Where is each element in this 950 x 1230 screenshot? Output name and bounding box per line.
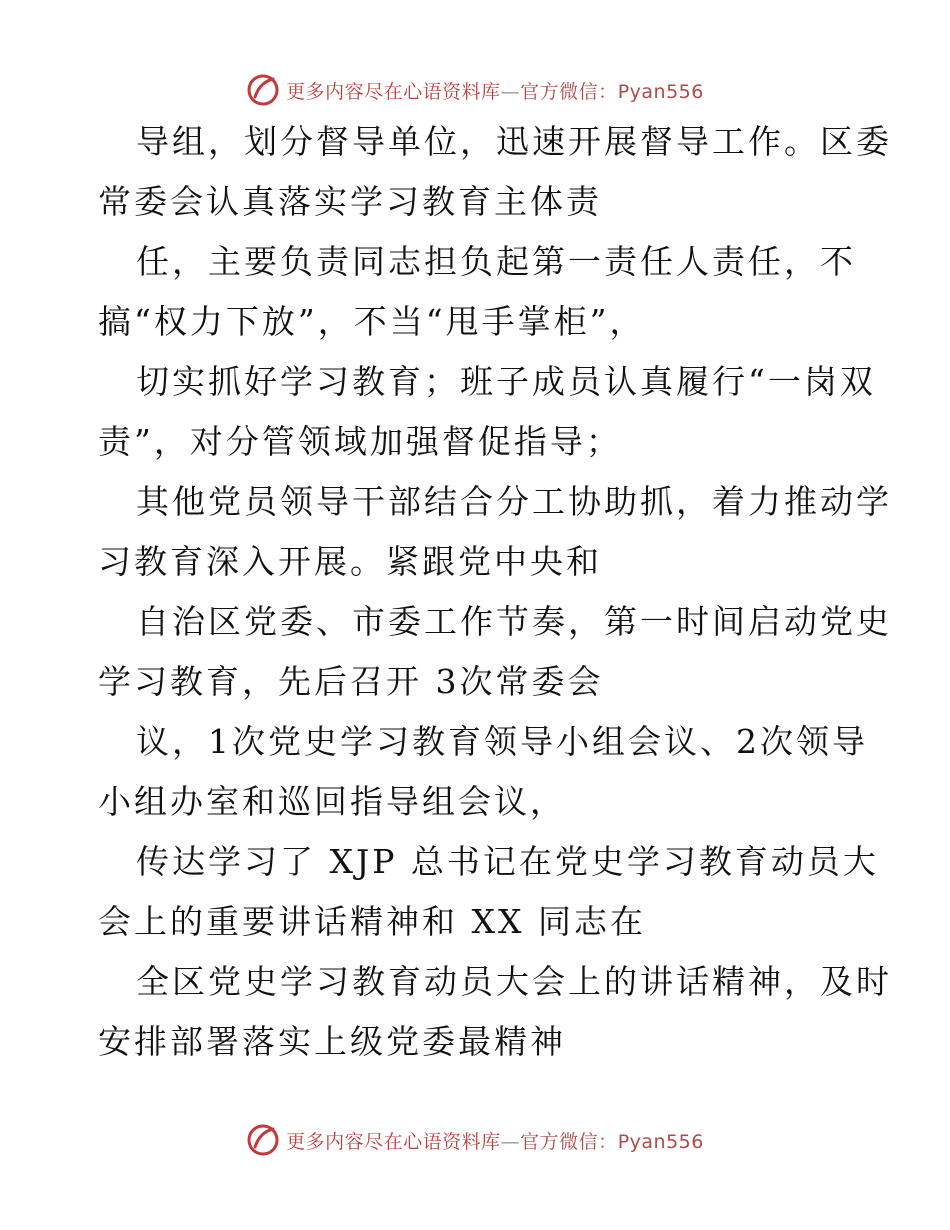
body-line: 切实抓好学习教育；班子成员认真履行“一岗双 bbox=[136, 362, 876, 401]
body-line: 议，1次党史学习教育领导小组会议、2次领导 bbox=[136, 722, 868, 761]
banner-separator: — bbox=[500, 80, 521, 103]
body-line: 小组办室和巡回指导组会议， bbox=[98, 782, 566, 821]
header-banner-inner bbox=[246, 73, 704, 107]
body-line: 全区党史学习教育动员大会上的讲话精神，及时 bbox=[136, 962, 892, 1001]
footer-banner bbox=[0, 1120, 950, 1160]
banner-wechat-label: 官方微信： bbox=[520, 80, 618, 103]
body-line: 会上的重要讲话精神和 XX 同志在 bbox=[98, 902, 646, 941]
body-line: 其他党员领导干部结合分工协助抓，着力推动学 bbox=[136, 482, 892, 521]
banner-wechat-id: Pyan556 bbox=[617, 1130, 704, 1153]
seal-logo-icon bbox=[246, 1123, 280, 1157]
banner-text bbox=[286, 1127, 704, 1154]
body-line: 责”，对分管领域加强督促指导； bbox=[98, 422, 622, 461]
banner-main-text: 更多内容尽在心语资料库 bbox=[286, 1130, 501, 1153]
body-line: 安排部署落实上级党委最精神 bbox=[98, 1022, 566, 1061]
seal-logo-icon bbox=[246, 73, 280, 107]
body-line: 传达学习了 XJP 总书记在党史学习教育动员大 bbox=[136, 842, 879, 881]
banner-wechat-id: Pyan556 bbox=[617, 80, 704, 103]
header-banner bbox=[0, 70, 950, 110]
banner-text bbox=[286, 77, 704, 104]
body-line: 搞“权力下放”，不当“甩手掌柜”， bbox=[98, 302, 646, 341]
banner-separator: — bbox=[500, 1130, 521, 1153]
footer-banner-inner bbox=[246, 1123, 704, 1157]
body-line: 导组，划分督导单位，迅速开展督导工作。区委 bbox=[136, 122, 892, 161]
body-line: 任，主要负责同志担负起第一责任人责任，不 bbox=[136, 242, 856, 281]
body-line: 自治区党委、市委工作节奏，第一时间启动党史 bbox=[136, 602, 892, 641]
body-line: 习教育深入开展。紧跟党中央和 bbox=[98, 542, 602, 581]
banner-main-text: 更多内容尽在心语资料库 bbox=[286, 80, 501, 103]
banner-wechat-label: 官方微信： bbox=[520, 1130, 618, 1153]
body-line: 学习教育，先后召开 3次常委会 bbox=[98, 662, 604, 701]
body-line: 常委会认真落实学习教育主体责 bbox=[98, 182, 602, 221]
